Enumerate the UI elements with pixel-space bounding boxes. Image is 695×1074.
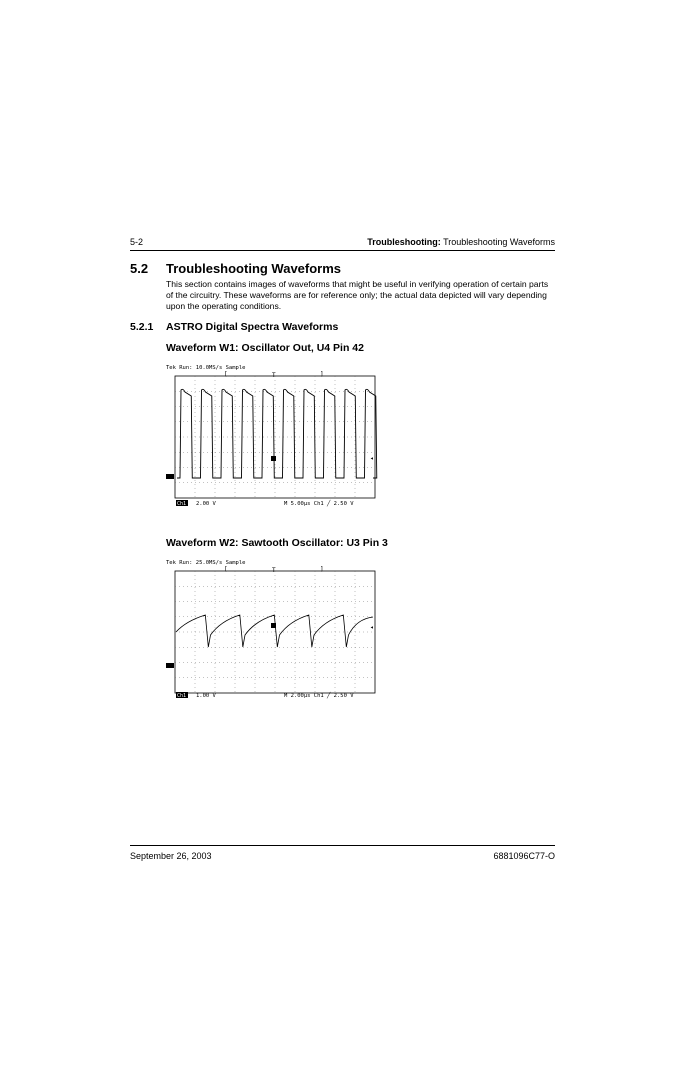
w1-trigger-level-marker (271, 456, 276, 461)
w1-ch-scale: 2.00 V (196, 501, 216, 507)
w2-ground-marker (166, 663, 174, 668)
section-intro: This section contains images of waveforms that might be useful in verifying operation of certain parts of the circuitry. These waveforms are for reference only; the actual data depicted will vary depending upon the operating conditions. (166, 279, 549, 311)
w1-ch-label: Ch1 (177, 501, 187, 507)
w1-trigger-pos-marker: [ (224, 371, 228, 378)
w2-top-text: Tek Run: 25.0MS/s Sample (166, 560, 246, 566)
running-header (367, 237, 555, 247)
running-header-text: Troubleshooting Waveforms (440, 237, 555, 247)
waveform-w2-title: Waveform W2: Sawtooth Oscillator: U3 Pin 3 (166, 537, 388, 549)
w2-timebase: M 2.00µs Ch1 ╱ 2.50 V (284, 693, 354, 699)
w2-trigger-marker: T (272, 567, 276, 574)
w1-trigger-marker: T (272, 372, 276, 379)
w2-level-arrow: ◂ (370, 624, 374, 631)
subsection-title: ASTRO Digital Spectra Waveforms (166, 321, 339, 333)
page-number: 5-2 (130, 237, 144, 247)
w1-trigger-end-marker: ] (320, 371, 324, 378)
w2-trace (176, 615, 373, 647)
waveform-w2-scope (160, 557, 380, 702)
w2-trigger-level-marker (271, 623, 276, 628)
w2-ch-scale: 1.00 V (196, 693, 216, 699)
w2-ch-label: Ch1 (177, 693, 187, 699)
w1-level-arrow: ◂ (370, 455, 374, 462)
running-header-bold: Troubleshooting: (367, 237, 441, 247)
w1-top-text: Tek Run: 10.0MS/s Sample (166, 365, 246, 371)
section-title: Troubleshooting Waveforms (166, 261, 342, 276)
footer-doc-number: 6881096C77-O (493, 851, 555, 861)
w2-trigger-end-marker: ] (320, 566, 324, 573)
waveform-w1-title: Waveform W1: Oscillator Out, U4 Pin 42 (166, 342, 364, 354)
footer-date: September 26, 2003 (130, 851, 212, 861)
w1-trace (177, 389, 377, 478)
subsection-number: 5.2.1 (130, 321, 154, 333)
section-number: 5.2 (130, 261, 149, 276)
w1-timebase: M 5.00µs Ch1 ╱ 2.50 V (284, 501, 354, 507)
w2-trigger-pos-marker: [ (224, 566, 228, 573)
footer-rule (130, 845, 555, 846)
w1-ground-marker (166, 474, 174, 479)
header-rule (130, 250, 555, 251)
waveform-w1-scope (160, 362, 380, 507)
